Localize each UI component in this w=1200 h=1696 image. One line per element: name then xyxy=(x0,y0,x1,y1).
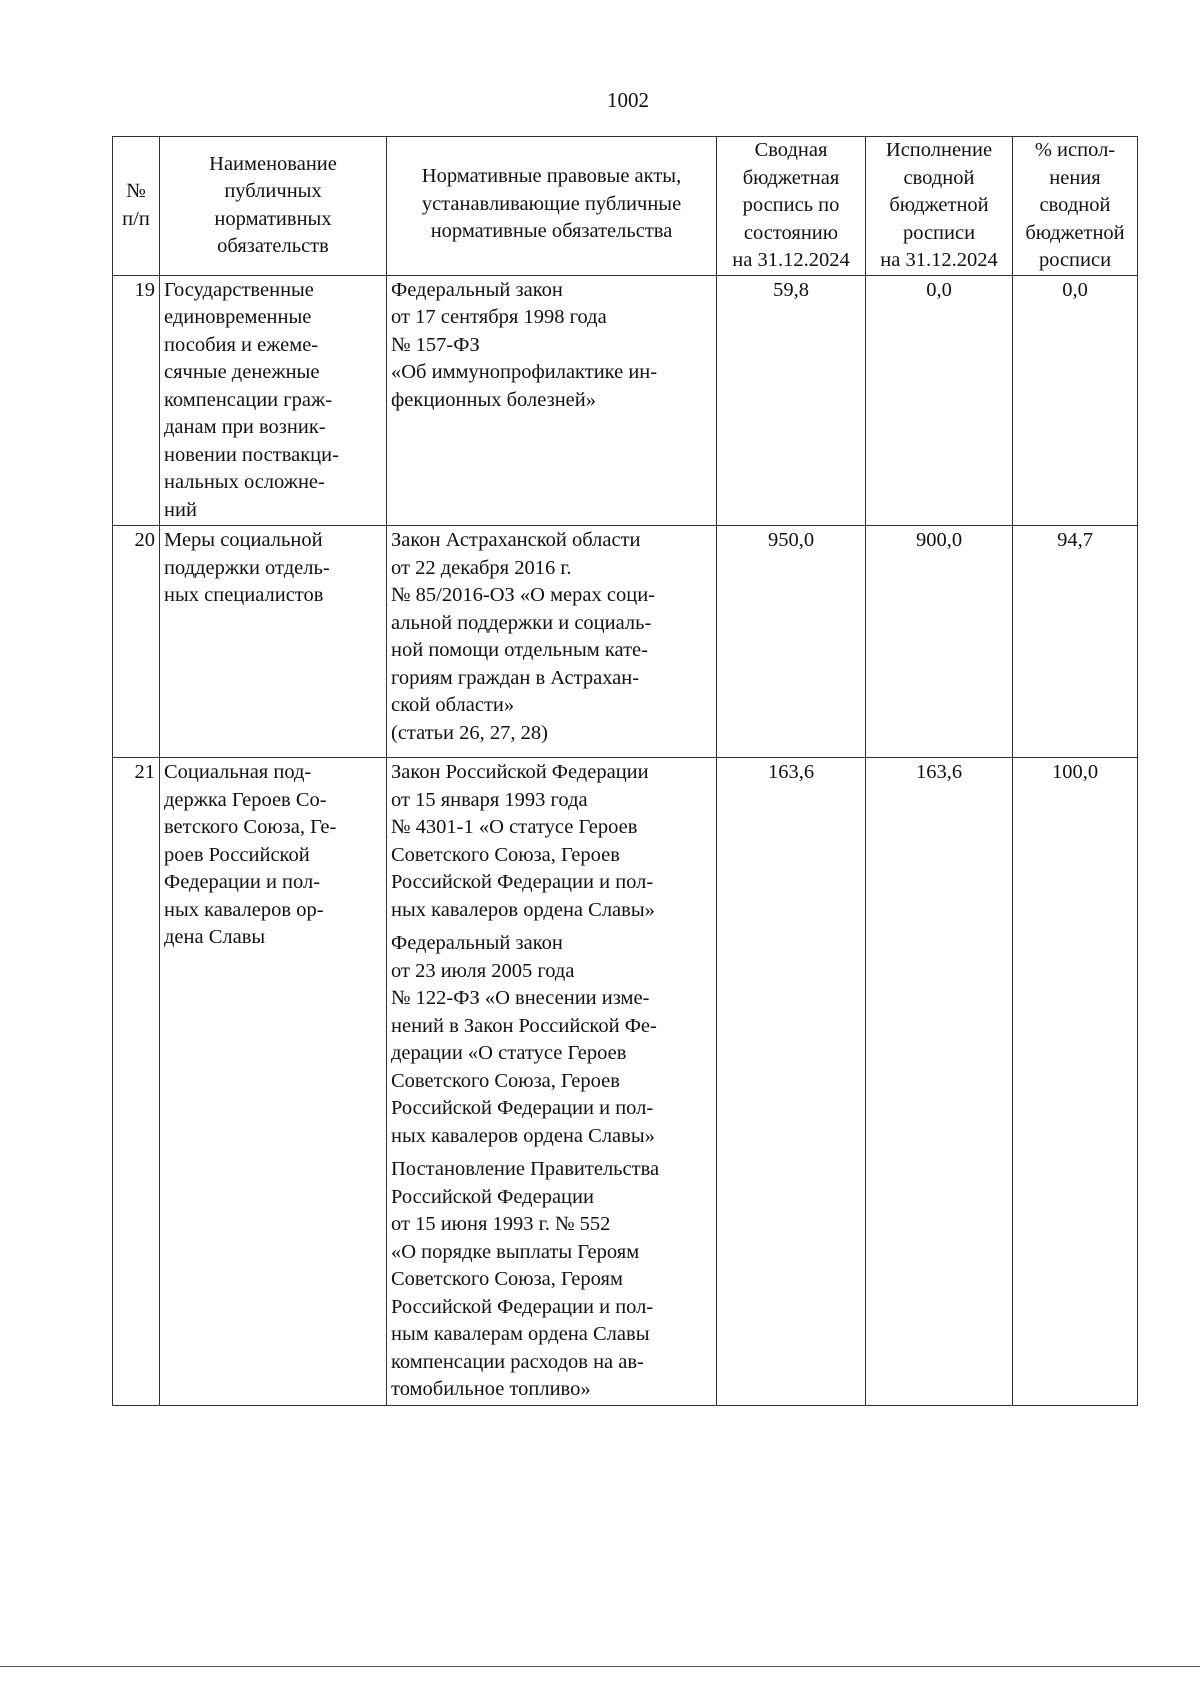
obligation-name: Меры социальной поддержки отдель- ных специалистов xyxy=(160,526,387,758)
legal-acts-cell xyxy=(387,275,717,526)
page-bottom-rule xyxy=(0,1666,1200,1667)
obligation-name: Государственные единовременные пособия и ежеме- сячные денежные компенсации граж- данам при возник- новении поствакци- нальных осложне- ний xyxy=(160,275,387,526)
execution-percent-value: 0,0 xyxy=(1013,275,1138,526)
budget-plan-value: 59,8 xyxy=(717,275,866,526)
row-number: 21 xyxy=(113,758,160,1406)
legal-acts-cell xyxy=(387,526,717,758)
budget-plan-value: 163,6 xyxy=(717,758,866,1406)
table-header-row xyxy=(113,137,1138,276)
table-row xyxy=(113,526,1138,758)
row-number: 20 xyxy=(113,526,160,758)
legal-act: Закон Астраханской области от 22 декабря 2016 г. № 85/2016-ОЗ «О мерах соци- альной поддержки и социаль- ной помощи отдельным кате- гориям граждан в Астрахан- ской области» (статьи 26, 27, 28) xyxy=(391,529,655,744)
budget-plan-value: 950,0 xyxy=(717,526,866,758)
execution-percent-value: 94,7 xyxy=(1013,526,1138,758)
obligation-name: Социальная под- держка Героев Со- ветского Союза, Ге- роев Российской Федерации и пол- ных кавалеров ор- дена Славы xyxy=(160,758,387,1406)
header-legal-acts: Нормативные правовые акты, устанавливающие публичные нормативные обязательства xyxy=(387,137,717,276)
budget-execution-value: 163,6 xyxy=(866,758,1013,1406)
header-budget-execution: Исполнение сводной бюджетной росписи на 31.12.2024 xyxy=(866,137,1013,276)
budget-execution-value: 0,0 xyxy=(866,275,1013,526)
legal-act: Федеральный закон от 23 июля 2005 года № 122-ФЗ «О внесении изме- нений в Закон Российской Фе- дерации «О статусе Героев Советского Союза, Героев Российской Федерации и пол- ных кавалеров ордена Славы» xyxy=(391,932,657,1147)
header-obligation-name: Наименование публичных нормативных обязательств xyxy=(160,137,387,276)
header-execution-percent: % испол- нения сводной бюджетной росписи xyxy=(1013,137,1138,276)
header-number: № п/п xyxy=(113,137,160,276)
table-row xyxy=(113,758,1138,1406)
table-row xyxy=(113,275,1138,526)
execution-percent-value: 100,0 xyxy=(1013,758,1138,1406)
legal-act: Закон Российской Федерации от 15 января 1993 года № 4301-1 «О статусе Героев Советского Союза, Героев Российской Федерации и пол- ных кавалеров ордена Славы» xyxy=(391,761,655,921)
header-budget-plan: Сводная бюджетная роспись по состоянию на 31.12.2024 xyxy=(717,137,866,276)
page-number: 1002 xyxy=(607,88,649,112)
legal-acts-cell xyxy=(387,758,717,1406)
legal-act: Федеральный закон от 17 сентября 1998 года № 157-ФЗ «Об иммунопрофилактике ин- фекционных болезней» xyxy=(391,278,658,411)
budget-execution-value: 900,0 xyxy=(866,526,1013,758)
row-number: 19 xyxy=(113,275,160,526)
budget-obligations-table xyxy=(112,136,1138,1406)
legal-act: Постановление Правительства Российской Федерации от 15 июня 1993 г. № 552 «О порядке выплаты Героям Советского Союза, Героям Российской Федерации и пол- ным кавалерам ордена Славы компенсации расходов на ав- томобильное топливо» xyxy=(391,1158,660,1400)
